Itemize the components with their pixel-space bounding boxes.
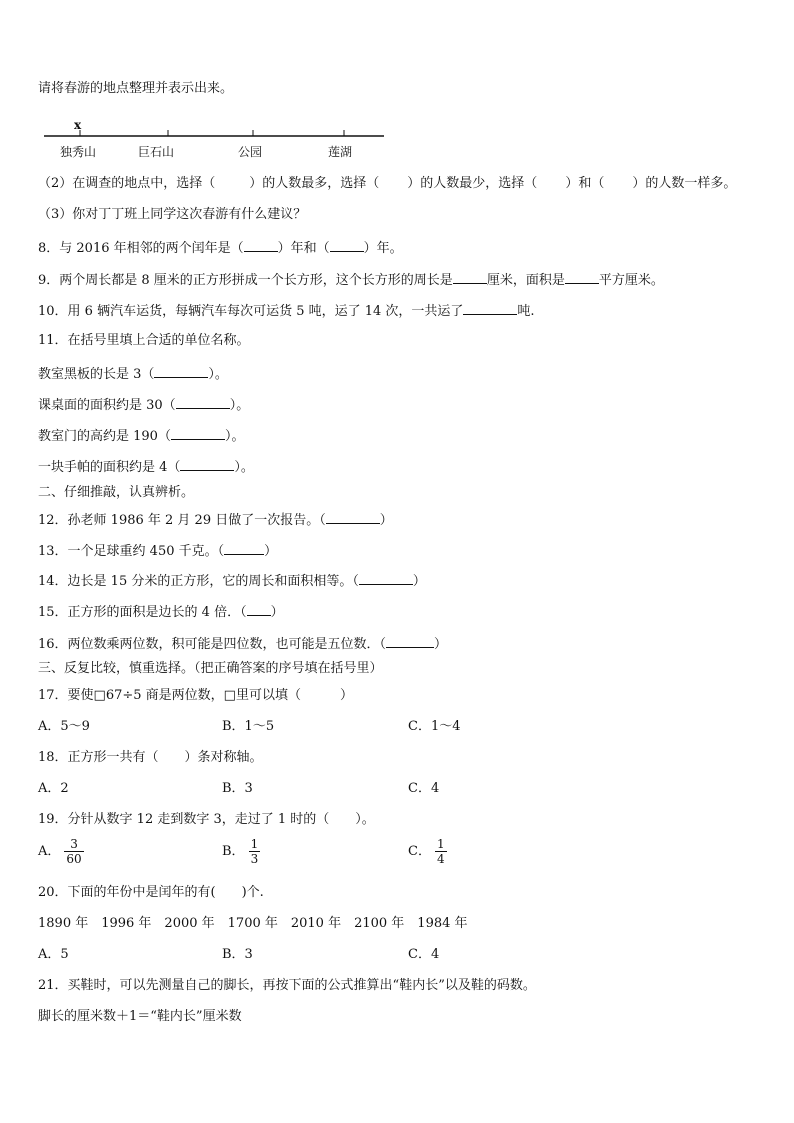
question-11-item: 教室黑板的长是 3（ ）。 bbox=[38, 364, 228, 384]
option-a[interactable]: A．2 bbox=[38, 781, 69, 796]
question-11-item: 教室门的高约是 190（ ）。 bbox=[38, 426, 244, 446]
answer-blank[interactable] bbox=[176, 395, 230, 409]
fraction: $\frac{1}{3}$ bbox=[250, 837, 259, 866]
question-11-item: 一块手帕的面积约是 4（ ）。 bbox=[38, 457, 254, 477]
question-7-part-3: （3）你对丁丁班上同学这次春游有什么建议？ bbox=[38, 207, 307, 222]
fraction: $\frac{1}{4}$ bbox=[436, 837, 445, 866]
instruction-text: 请将春游的地点整理并表示出来。 bbox=[38, 81, 234, 96]
option-b[interactable]: B．1～5 bbox=[222, 719, 275, 734]
option-a[interactable]: A．5～9 bbox=[38, 719, 90, 734]
question-10: 10．用 6 辆汽车运货，每辆汽车每次可运货 5 吨，运了 14 次，一共运了 吨. bbox=[38, 301, 535, 321]
answer-blank[interactable] bbox=[171, 426, 225, 440]
question-8: 8．与 2016 年相邻的两个闰年是（ ）年和（ ）年。 bbox=[38, 238, 403, 258]
answer-blank[interactable] bbox=[326, 510, 380, 524]
question-18-stem: 18．正方形一共有（ ）条对称轴。 bbox=[38, 750, 263, 765]
fraction: $\frac{3}{60}$ bbox=[66, 837, 82, 866]
option-b[interactable]: B．3 bbox=[222, 947, 253, 962]
answer-blank[interactable] bbox=[247, 602, 271, 616]
section-3-heading: 三、反复比较，慎重选择。（把正确答案的序号填在括号里） bbox=[38, 661, 383, 676]
question-15: 15．正方形的面积是边长的 4 倍．（ ） bbox=[38, 602, 284, 622]
question-16: 16．两位数乘两位数，积可能是四位数，也可能是五位数．（ ） bbox=[38, 634, 447, 654]
question-17-stem: 17．要使□67÷5 商是两位数，□里可以填（ ） bbox=[38, 688, 353, 703]
number-line-mark: x bbox=[74, 118, 82, 132]
answer-blank[interactable] bbox=[224, 541, 264, 555]
question-11-title: 11．在括号里填上合适的单位名称。 bbox=[38, 333, 250, 348]
number-line-label: 独秀山 bbox=[60, 145, 97, 159]
answer-blank[interactable] bbox=[154, 364, 208, 378]
answer-blank[interactable] bbox=[386, 634, 434, 648]
number-line-label: 莲湖 bbox=[328, 145, 353, 159]
question-21-stem: 21．买鞋时，可以先测量自己的脚长，再按下面的公式推算出“鞋内长”以及鞋的码数。 bbox=[38, 978, 536, 993]
answer-blank[interactable] bbox=[180, 457, 234, 471]
question-14: 14．边长是 15 分米的正方形，它的周长和面积相等。（ ） bbox=[38, 571, 426, 591]
option-c[interactable]: C．4 bbox=[408, 947, 440, 962]
option-b[interactable]: B． $\frac{1}{3}$ bbox=[222, 837, 259, 866]
option-c[interactable]: C．4 bbox=[408, 781, 440, 796]
question-19-stem: 19．分针从数字 12 走到数字 3，走过了 1 时的（ ）。 bbox=[38, 812, 375, 827]
answer-blank[interactable] bbox=[565, 270, 599, 284]
number-line-label: 巨石山 bbox=[138, 145, 175, 159]
answer-blank[interactable] bbox=[244, 238, 278, 252]
option-c[interactable]: C． $\frac{1}{4}$ bbox=[408, 837, 445, 866]
answer-blank[interactable] bbox=[463, 301, 517, 315]
question-20-years: 1890 年 1996 年 2000 年 1700 年 2010 年 2100 年 1984 年 bbox=[38, 916, 468, 931]
question-7-part-2: （2）在调查的地点中，选择（ ）的人数最多，选择（ ）的人数最少，选择（ ）和（ ）的人数一样多。 bbox=[38, 176, 737, 191]
option-c[interactable]: C．1～4 bbox=[408, 719, 461, 734]
option-b[interactable]: B．3 bbox=[222, 781, 253, 796]
number-line bbox=[38, 116, 388, 146]
answer-blank[interactable] bbox=[330, 238, 364, 252]
question-13: 13．一个足球重约 450 千克。（ ） bbox=[38, 541, 277, 561]
question-20-stem: 20．下面的年份中是闰年的有( )个. bbox=[38, 885, 264, 900]
question-9: 9．两个周长都是 8 厘米的正方形拼成一个长方形，这个长方形的周长是 厘米，面积是 平方厘米。 bbox=[38, 270, 664, 290]
question-21-formula: 脚长的厘米数＋1＝“鞋内长”厘米数 bbox=[38, 1009, 242, 1024]
section-2-heading: 二、仔细推敲，认真辨析。 bbox=[38, 485, 195, 500]
number-line-label: 公园 bbox=[238, 145, 263, 159]
question-11-item: 课桌面的面积约是 30（ ）。 bbox=[38, 395, 249, 415]
question-12: 12．孙老师 1986 年 2 月 29 日做了一次报告。（ ） bbox=[38, 510, 393, 530]
option-a[interactable]: A． $\frac{3}{60}$ bbox=[38, 837, 82, 866]
answer-blank[interactable] bbox=[359, 571, 413, 585]
answer-blank[interactable] bbox=[453, 270, 487, 284]
option-a[interactable]: A．5 bbox=[38, 947, 69, 962]
